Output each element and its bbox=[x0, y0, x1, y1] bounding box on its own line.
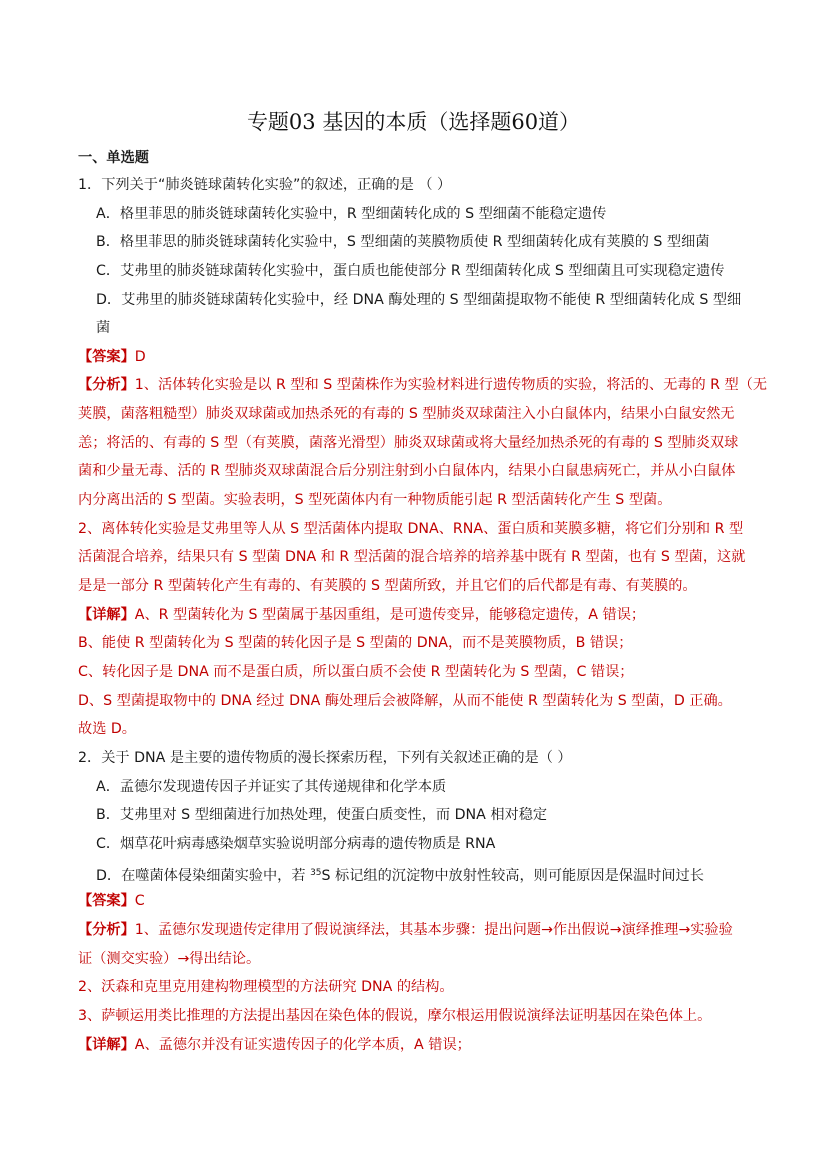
q1-analysis-line: 是是一部分 R 型菌转化产生有毒的、有荚膜的 S 型菌所致，并且它们的后代都是有毒、有荚膜的。 bbox=[78, 578, 697, 594]
q1-detail-line: 故选 D。 bbox=[78, 721, 136, 737]
analysis-tag: 【分析】 bbox=[78, 922, 135, 938]
q1-detail-line: D、S 型菌提取物中的 DNA 经过 DNA 酶处理后会被降解，从而不能使 R 型菌转化为 S 型菌，D 正确。 bbox=[78, 693, 732, 709]
q1-analysis-line: 菌和少量无毒、活的 R 型肺炎双球菌混合后分别注射到小白鼠体内，结果小白鼠患病死亡，并从小白鼠体 bbox=[78, 463, 736, 479]
q1-answer bbox=[78, 347, 146, 367]
q2-detail-line: 【详解】A、孟德尔并没有证实遗传因子的化学本质，A 错误； bbox=[78, 1037, 471, 1053]
q1-analysis-line: 活菌混合培养，结果只有 S 型菌 DNA 和 R 型活菌的混合培养的培养基中既有 R 型菌，也有 S 型菌，这就 bbox=[78, 549, 746, 565]
q2-analysis-line: 2、沃森和克里克用建构物理模型的方法研究 DNA 的结构。 bbox=[78, 979, 454, 995]
answer-tag: 【答案】 bbox=[78, 349, 135, 365]
q1-stem: 1．下列关于“肺炎链球菌转化实验”的叙述，正确的是 （ ） bbox=[78, 177, 452, 193]
q2-analysis-line: 3、萨顿运用类比推理的方法提出基因在染色体的假说，摩尔根运用假说演绎法证明基因在染色体上。 bbox=[78, 1008, 712, 1024]
q1-analysis-line: 恙；将活的、有毒的 S 型（有荚膜，菌落光滑型）肺炎双球菌或将大量经加热杀死的有毒的 S 型肺炎双球 bbox=[78, 435, 739, 451]
q2-answer bbox=[78, 891, 145, 911]
q1-detail-line: B、能使 R 型菌转化为 S 型菌的转化因子是 S 型菌的 DNA，而不是荚膜物质，B 错误； bbox=[78, 635, 633, 651]
isotope-superscript: 35 bbox=[310, 868, 322, 878]
q2-option-b: B．艾弗里对 S 型细菌进行加热处理，使蛋白质变性，而 DNA 相对稳定 bbox=[96, 807, 548, 823]
document-title: 专题03 基因的本质（选择题60道） bbox=[246, 110, 581, 134]
q1-detail-line: 【详解】A、R 型菌转化为 S 型菌属于基因重组，是可遗传变异，能够稳定遗传，A 错误； bbox=[78, 607, 646, 623]
answer-value: D bbox=[134, 349, 146, 365]
detail-tag: 【详解】 bbox=[78, 1037, 135, 1053]
q1-analysis-line: 2、离体转化实验是艾弗里等人从 S 型活菌体内提取 DNA、RNA、蛋白质和荚膜多糖，将它们分别和 R 型 bbox=[78, 521, 744, 537]
q2-option-c: C．烟草花叶病毒感染烟草实验说明部分病毒的遗传物质是 RNA bbox=[96, 836, 496, 852]
q2-stem: 2．关于 DNA 是主要的遗传物质的漫长探索历程，下列有关叙述正确的是（ ） bbox=[78, 750, 572, 766]
q1-option-c: C．艾弗里的肺炎链球菌转化实验中，蛋白质也能使部分 R 型细菌转化成 S 型细菌且可实现稳定遗传 bbox=[96, 263, 725, 279]
q1-option-a: A．格里菲思的肺炎链球菌转化实验中，R 型细菌转化成的 S 型细菌不能稳定遗传 bbox=[96, 206, 607, 222]
q1-analysis-line: 【分析】1、活体转化实验是以 R 型和 S 型菌株作为实验材料进行遗传物质的实验，将活的、无毒的 R 型（无 bbox=[78, 377, 768, 393]
answer-tag: 【答案】 bbox=[78, 893, 135, 909]
q1-analysis-line: 荚膜，菌落粗糙型）肺炎双球菌或加热杀死的有毒的 S 型肺炎双球菌注入小白鼠体内，结果小白鼠安然无 bbox=[78, 406, 735, 422]
q2-option-a: A．孟德尔发现遗传因子并证实了其传递规律和化学本质 bbox=[96, 779, 447, 795]
q1-detail-line: C、转化因子是 DNA 而不是蛋白质，所以蛋白质不会使 R 型菌转化为 S 型菌，C 错误； bbox=[78, 664, 634, 680]
detail-tag: 【详解】 bbox=[78, 607, 135, 623]
q1-option-d-cont: 菌 bbox=[96, 320, 111, 336]
analysis-tag: 【分析】 bbox=[78, 377, 135, 393]
q1-option-b: B．格里菲思的肺炎链球菌转化实验中，S 型细菌的荚膜物质使 R 型细菌转化成有荚膜的 S 型细菌 bbox=[96, 234, 710, 250]
answer-value: C bbox=[134, 893, 145, 909]
q2-option-d: D．在噬菌体侵染细菌实验中，若 $^{35}$S 标记组的沉淀物中放射性较高，则可能原因是保温时间过长 bbox=[96, 868, 704, 884]
q1-option-d: D．艾弗里的肺炎链球菌转化实验中，经 DNA 酶处理的 S 型细菌提取物不能使 R 型细菌转化成 S 型细 bbox=[96, 292, 742, 308]
q2-analysis-line: 【分析】1、孟德尔发现遗传定律用了假说演绎法，其基本步骤：提出问题→作出假说→演绎推理→实验验 bbox=[78, 922, 733, 938]
section-heading: 一、单选题 bbox=[78, 150, 149, 166]
q2-analysis-line: 证（测交实验）→得出结论。 bbox=[78, 951, 261, 967]
q1-analysis-line: 内分离出活的 S 型菌。实验表明，S 型死菌体内有一种物质能引起 R 型活菌转化产生 S 型菌。 bbox=[78, 492, 672, 508]
